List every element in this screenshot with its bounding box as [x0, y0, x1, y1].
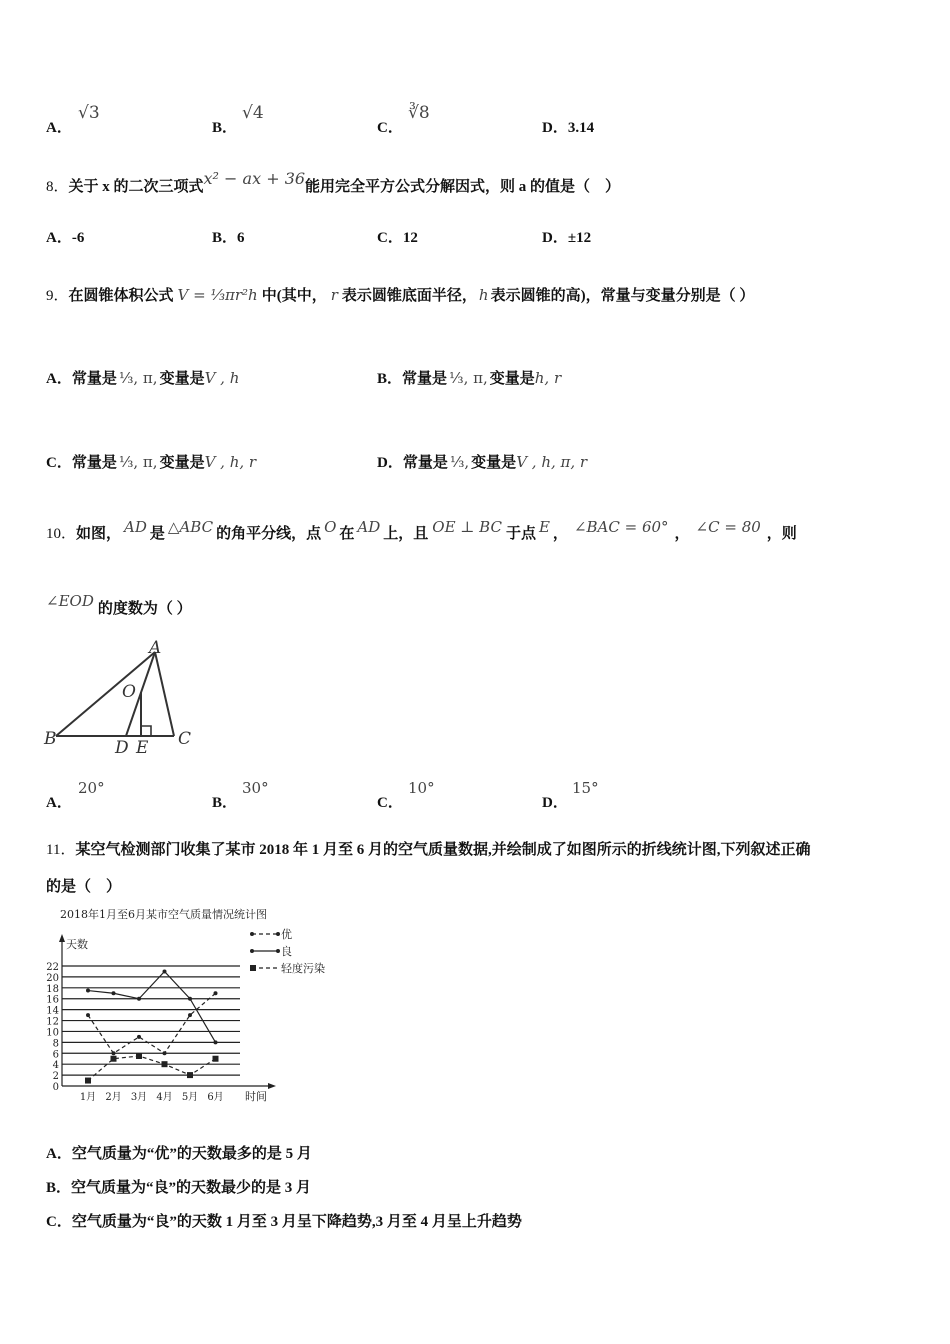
option-label: C． [46, 455, 72, 471]
option-label: B． [212, 120, 238, 136]
q10-text: 于点 [505, 526, 536, 542]
option-label: B． [212, 230, 238, 246]
data-point [137, 1035, 141, 1039]
q9-option-c[interactable] [46, 451, 256, 472]
option-label: C． [377, 120, 403, 136]
y-tick-label: 4 [52, 1060, 59, 1072]
legend-label: 良 [281, 945, 292, 958]
data-point [111, 1056, 117, 1062]
x-tick-labels [80, 1091, 224, 1103]
data-point [86, 989, 90, 993]
q11-stem-line2 [46, 875, 121, 896]
option-label: C． [377, 795, 403, 811]
const-values: ⅓, π, [118, 369, 158, 387]
q7-option-a-expr: √3 [78, 103, 100, 123]
data-point [86, 1013, 90, 1017]
const-prefix: 常量是 [402, 371, 448, 387]
q9-formula: V = ⅓πr²h [177, 286, 258, 304]
x-axis-arrow [268, 1083, 276, 1089]
var-values: V , h, r [204, 453, 257, 471]
q9-text-mid1: 中(其中， [261, 288, 327, 304]
var-prefix: 变量是 [159, 455, 205, 471]
var-prefix: 变量是 [489, 371, 535, 387]
q8-expression: x² − ax + 36 [203, 169, 306, 188]
q8-option-c[interactable] [377, 226, 418, 247]
legend-marker [250, 965, 256, 971]
q9-option-d[interactable] [377, 451, 587, 472]
option-label: C． [377, 230, 403, 246]
option-value: 12 [402, 230, 418, 246]
y-tick-label: 10 [46, 1027, 59, 1039]
q7-option-a[interactable] [46, 116, 72, 137]
data-point [214, 991, 218, 995]
q10-text: 如图， [76, 526, 122, 542]
data-point [112, 1051, 116, 1055]
label-b: B [44, 729, 57, 749]
option-label: D． [542, 795, 568, 811]
y-tick-label: 12 [46, 1016, 59, 1028]
y-tick-label: 8 [52, 1038, 59, 1050]
var-values: V , h, π, r [516, 453, 588, 471]
label-a: A [149, 638, 162, 658]
q11-stem-line1 [46, 838, 810, 859]
chart-legend [250, 927, 325, 975]
option-value: -6 [71, 230, 85, 246]
q9-option-b[interactable] [377, 367, 561, 388]
q10-math-angle-eod: ∠EOD [46, 592, 94, 610]
x-axis-label: 时间 [245, 1090, 267, 1103]
q11-text: 的是（ ） [46, 879, 122, 895]
option-label: D． [542, 230, 568, 246]
data-point [188, 1013, 192, 1017]
q7-option-c[interactable] [377, 116, 403, 137]
data-point [85, 1078, 91, 1084]
question-number: 8． [46, 179, 69, 195]
y-tick-label: 0 [52, 1082, 59, 1093]
data-point [162, 1061, 168, 1067]
option-text: 空气质量为“良”的天数 1 月至 3 月呈下降趋势,3 月至 4 月呈上升趋势 [71, 1214, 522, 1230]
series-lines [85, 969, 219, 1083]
q10-stem-line1 [46, 518, 797, 543]
q8-option-d[interactable] [542, 226, 591, 247]
q10-math-ad: AD [124, 518, 147, 536]
y-tick-label: 16 [46, 994, 59, 1006]
q11-text: 某空气检测部门收集了某市 2018 年 1 月至 6 月的空气质量数据,并绘制成了如图所示的折线统计图,下列叙述正确 [75, 842, 811, 858]
q10-text: 上，且 [383, 526, 429, 542]
q10-text: ， [674, 526, 690, 542]
chart-title: 2018年1月至6月某市空气质量情况统计图 [60, 908, 267, 921]
option-label: B． [377, 371, 403, 387]
y-tick-label: 14 [46, 1005, 59, 1017]
question-number: 11． [46, 842, 76, 858]
triangle-figure [40, 636, 210, 761]
option-label: D． [542, 120, 568, 136]
q8-text-before: 关于 x 的二次三项式 [68, 179, 204, 195]
legend-marker [250, 949, 254, 953]
x-tick-label: 4月 [156, 1092, 173, 1103]
q10-text: ， [552, 526, 568, 542]
const-prefix: 常量是 [402, 455, 448, 471]
q10-math-angle-c: ∠C = 80 [695, 518, 761, 536]
option-label: B． [212, 795, 238, 811]
option-label: A． [46, 230, 72, 246]
q10-option-b-value: 30° [242, 779, 269, 797]
const-prefix: 常量是 [71, 455, 117, 471]
label-c: C [178, 729, 192, 749]
air-quality-chart [40, 902, 360, 1112]
const-values: ⅓, [449, 453, 470, 471]
q10-stem-line2 [46, 592, 192, 618]
option-text: 空气质量为“良”的天数最少的是 3 月 [71, 1180, 312, 1196]
option-label: A． [46, 120, 72, 136]
q10-option-d[interactable] [542, 791, 568, 812]
option-label: D． [377, 455, 403, 471]
data-point [136, 1053, 142, 1059]
q10-option-c[interactable] [377, 791, 403, 812]
const-values: ⅓, π, [449, 369, 488, 387]
const-values: ⅓, π, [118, 453, 158, 471]
legend-marker [276, 932, 280, 936]
x-tick-label: 5月 [181, 1092, 199, 1103]
q10-option-b[interactable] [212, 791, 237, 812]
data-point [214, 1040, 218, 1044]
y-tick-label: 18 [46, 983, 59, 995]
option-label: B． [46, 1180, 72, 1196]
option-label: A． [46, 1146, 72, 1162]
q10-math-e: E [538, 518, 550, 536]
y-axis-arrow [59, 934, 65, 942]
x-tick-label: 1月 [79, 1092, 97, 1103]
q10-text: 在 [339, 526, 355, 542]
option-value: 3.14 [567, 120, 595, 136]
q11-option-c[interactable] [46, 1210, 522, 1231]
q8-text-after: 能用完全平方公式分解因式，则 a 的值是（ ） [305, 179, 621, 195]
q10-text: 是 [149, 526, 165, 542]
option-text: 空气质量为“优”的天数最多的是 5 月 [71, 1146, 312, 1162]
q9-var-r: r [330, 286, 338, 304]
option-label: A． [46, 371, 72, 387]
question-number: 10． [46, 526, 77, 542]
q9-stem [46, 284, 754, 305]
right-angle-mark [141, 726, 151, 736]
q10-text: 的角平分线，点 [216, 526, 322, 542]
series-line-2 [88, 1056, 216, 1081]
q10-option-a-value: 20° [78, 779, 105, 797]
q7-option-b[interactable] [212, 116, 237, 137]
q10-option-c-value: 10° [408, 779, 435, 797]
label-o: O [122, 682, 136, 702]
q11-option-b[interactable] [46, 1176, 311, 1197]
label-d: D [115, 738, 129, 758]
const-prefix: 常量是 [71, 371, 117, 387]
y-tick-label: 2 [52, 1071, 59, 1083]
data-point [187, 1072, 193, 1078]
q7-option-c-expr: ∛8 [408, 103, 430, 123]
data-point [137, 997, 141, 1001]
x-tick-label: 2月 [105, 1092, 122, 1103]
y-tick-label: 6 [52, 1049, 59, 1061]
option-label: A． [46, 795, 72, 811]
var-values: h, r [534, 369, 562, 387]
q9-text-before: 在圆锥体积公式 [68, 288, 174, 304]
option-label: C． [46, 1214, 72, 1230]
x-tick-label: 6月 [207, 1092, 224, 1103]
segment-ac [155, 652, 174, 736]
q9-var-h: h [478, 286, 489, 304]
label-e: E [136, 738, 149, 758]
q8-option-b[interactable] [212, 226, 245, 247]
legend-marker [276, 949, 280, 953]
q7-option-b-expr: √4 [242, 103, 264, 123]
q10-option-a[interactable] [46, 791, 72, 812]
legend-label: 轻度污染 [281, 962, 325, 975]
legend-label: 优 [281, 928, 292, 941]
q10-option-d-value: 15° [572, 779, 599, 797]
q10-math-perp: OE ⊥ BC [432, 518, 502, 536]
var-prefix: 变量是 [159, 371, 205, 387]
x-tick-label: 3月 [130, 1092, 148, 1103]
question-number: 9． [46, 288, 69, 304]
data-point [163, 1051, 167, 1055]
data-point [163, 969, 167, 973]
legend-marker [250, 932, 254, 936]
y-tick-label: 22 [46, 962, 59, 973]
option-value: 6 [237, 230, 245, 246]
q10-math-o: O [324, 518, 337, 536]
y-axis-label: 天数 [66, 938, 88, 951]
q10-math-ad2: AD [357, 518, 381, 536]
q8-stem [46, 169, 621, 196]
q9-option-a[interactable] [46, 367, 239, 388]
data-point [112, 991, 116, 995]
q9-text-after: 表示圆锥的高)，常量与变量分别是（ ） [490, 288, 755, 304]
y-tick-label: 20 [46, 972, 59, 984]
var-values: V , h [204, 369, 240, 387]
q9-text-mid2: 表示圆锥底面半径， [341, 288, 477, 304]
data-point [188, 997, 192, 1001]
q10-text: ，则 [766, 526, 797, 542]
series-line-0 [88, 993, 216, 1053]
y-tick-labels [46, 962, 59, 1093]
q10-math-triangle: △ABC [167, 518, 214, 536]
option-value: ±12 [567, 230, 592, 246]
q8-option-a[interactable] [46, 226, 84, 247]
q10-math-angle-bac: ∠BAC = 60° [573, 518, 669, 536]
var-prefix: 变量是 [471, 455, 517, 471]
q10-text: 的度数为（ ） [97, 601, 192, 617]
q7-option-d[interactable] [542, 116, 594, 137]
data-point [213, 1056, 219, 1062]
q11-option-a[interactable] [46, 1142, 312, 1163]
